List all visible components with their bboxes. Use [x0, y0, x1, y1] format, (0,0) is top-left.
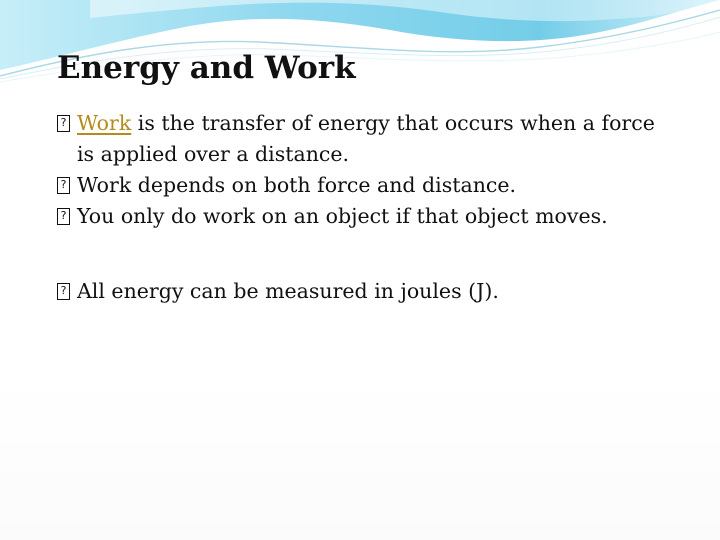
bullet-text-work-definition: is the transfer of energy that occurs when a force is applied over a distance. — [77, 111, 655, 166]
bullet-item-work-definition — [57, 108, 667, 170]
bullet-text-force-distance: Work depends on both force and distance. — [77, 173, 517, 197]
bullet-list — [57, 108, 667, 307]
missing-glyph-bullet-icon: ? — [57, 115, 70, 132]
bullet-item-object-moves — [57, 201, 667, 232]
missing-glyph-bullet-icon: ? — [57, 283, 70, 300]
slide-title: Energy and Work — [57, 50, 356, 86]
bullet-text-joules: All energy can be measured in joules (J). — [77, 279, 499, 303]
missing-glyph-bullet-icon: ? — [57, 177, 70, 194]
bullet-spacer — [57, 232, 667, 276]
missing-glyph-bullet-icon: ? — [57, 208, 70, 225]
highlighted-term-work: Work — [77, 111, 132, 135]
bullet-item-force-distance — [57, 170, 667, 201]
bullet-text-object-moves: You only do work on an object if that object moves. — [77, 204, 608, 228]
bullet-item-joules — [57, 276, 667, 307]
